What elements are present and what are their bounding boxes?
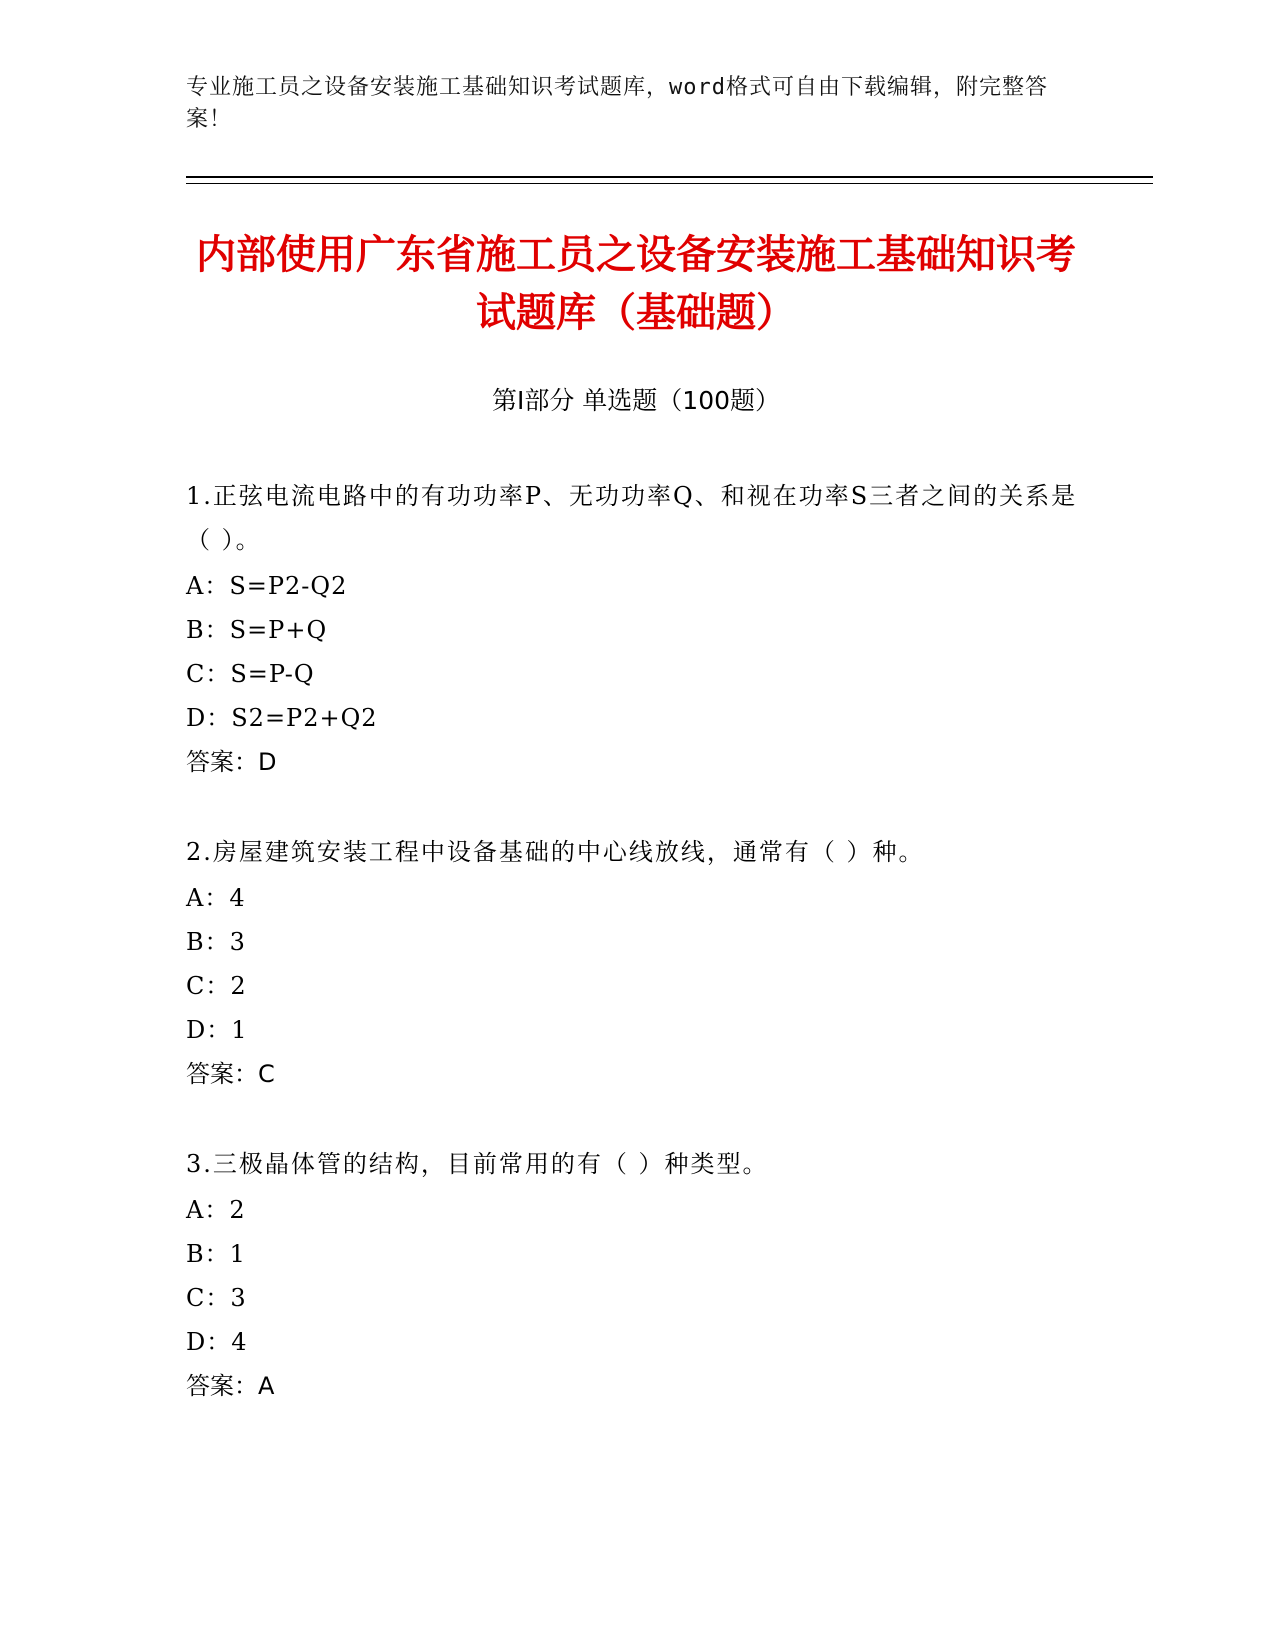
answer: 答案：C [186, 1060, 275, 1088]
option-c: C：S=P-Q [186, 660, 315, 688]
option-a: A：2 [186, 1196, 246, 1224]
option-b: B：S=P+Q [186, 616, 328, 644]
option-a: A：4 [186, 884, 246, 912]
question-3 [186, 1142, 1086, 1408]
header-rule-thin [186, 183, 1153, 184]
question-list [186, 474, 1086, 1454]
option-c: C：2 [186, 972, 247, 1000]
section-title: 第Ⅰ部分 单选题（100题） [491, 386, 781, 415]
question-1 [186, 474, 1086, 784]
option-c: C：3 [186, 1284, 247, 1312]
question-2 [186, 830, 1086, 1096]
header-rule-thick [186, 176, 1153, 178]
option-a: A：S=P2-Q2 [186, 572, 348, 600]
option-d: D：S2=P2+Q2 [186, 704, 378, 732]
option-d: D：4 [186, 1328, 248, 1356]
question-stem: 3.三极晶体管的结构，目前常用的有（ ）种类型。 [186, 1150, 769, 1178]
question-stem: 1.正弦电流电路中的有功功率P、无功功率Q、和视在功率S三者之间的关系是（ ）。 [186, 482, 1078, 554]
option-d: D：1 [186, 1016, 248, 1044]
option-b: B：1 [186, 1240, 246, 1268]
option-b: B：3 [186, 928, 246, 956]
question-stem: 2.房屋建筑安装工程中设备基础的中心线放线，通常有（ ）种。 [186, 838, 925, 866]
answer: 答案：D [186, 748, 277, 776]
answer: 答案：A [186, 1372, 275, 1400]
document-title: 内部使用广东省施工员之设备安装施工基础知识考试题库（基础题） [196, 232, 1076, 336]
header-note: 专业施工员之设备安装施工基础知识考试题库，word格式可自由下载编辑，附完整答案！ [186, 75, 1048, 132]
